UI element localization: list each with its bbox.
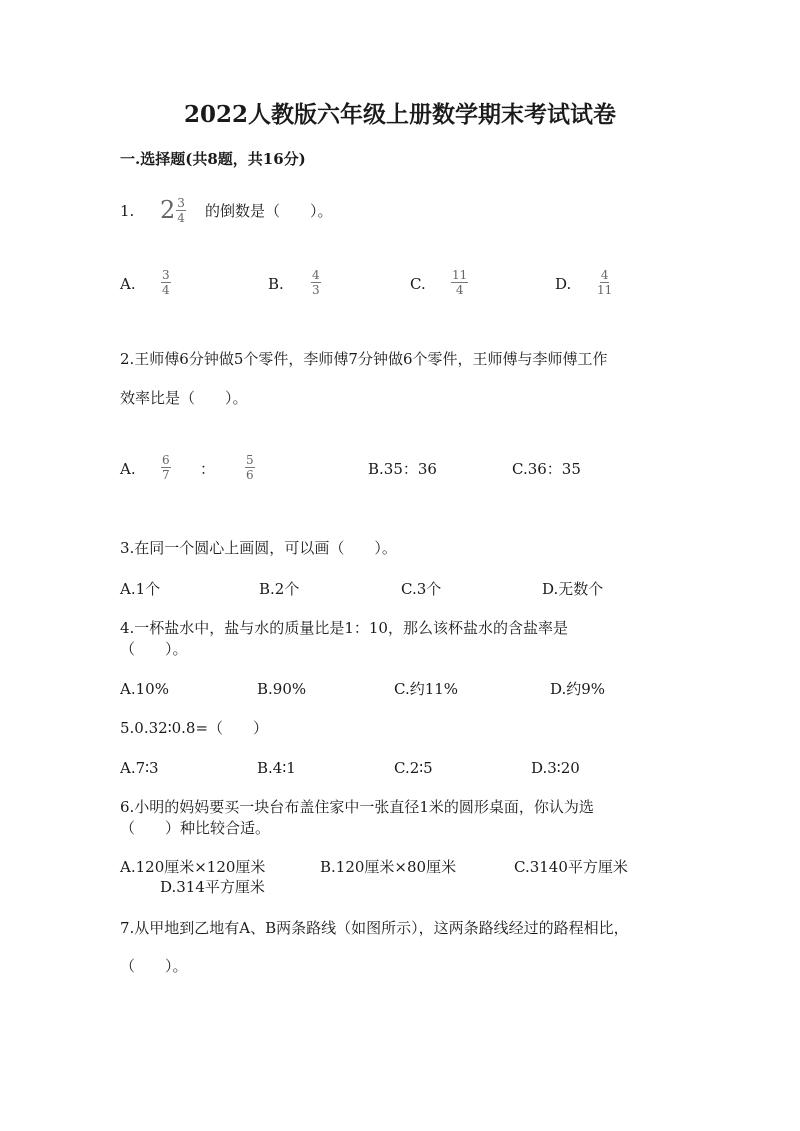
q1-option-b-fraction (311, 269, 321, 296)
q3-option-a: A.1个 (120, 580, 161, 598)
q1-option-c-den: 4 (455, 283, 464, 297)
q1-option-a-den: 4 (162, 283, 170, 297)
q6-option-b: B.120厘米×80厘米 (320, 858, 457, 876)
q2-option-a-fraction2 (245, 454, 255, 481)
q1-number: 1. (120, 202, 135, 220)
page-title: 2022人教版六年级上册数学期末考试试卷 (183, 101, 616, 128)
q1-fraction-num: 3 (177, 195, 185, 210)
q6-option-c: C.3140平方厘米 (514, 858, 628, 876)
q1-option-b-num: 4 (312, 268, 320, 282)
q4-option-a: A.10% (120, 680, 169, 698)
q6-text-line2: （ ）种比较合适。 (120, 819, 271, 837)
q7-text-line1: 7.从甲地到乙地有A、B两条路线（如图所示），这两条路线经过的路程相比， (120, 919, 629, 937)
q4-option-c: C.约11% (394, 680, 459, 698)
q4-option-b: B.90% (257, 680, 307, 698)
q6-option-d: D.314平方厘米 (160, 878, 265, 896)
q1-text: 的倒数是（ ）。 (205, 202, 333, 220)
q1-option-b-den: 3 (312, 283, 320, 297)
q3-option-d: D.无数个 (542, 580, 604, 598)
q3-option-b: B.2个 (259, 580, 300, 598)
q6-option-a: A.120厘米×120厘米 (120, 858, 266, 876)
q1-fraction-den: 4 (177, 210, 185, 225)
q1-option-c-letter: C. (410, 275, 426, 293)
q2-option-a-f1-num: 6 (162, 453, 170, 467)
q3-option-c: C.3个 (401, 580, 442, 598)
q4-option-d: D.约9% (550, 680, 606, 698)
q1-option-d-den: 11 (597, 283, 613, 297)
q2-option-c: C.36：35 (512, 460, 581, 478)
q6-text-line1: 6.小明的妈妈要买一块台布盖住家中一张直径1米的圆形桌面，你认为选 (120, 798, 594, 816)
section-heading: 一.选择题(共8题，共16分) (120, 150, 306, 168)
q2-option-a-colon: ： (200, 460, 216, 478)
q1-option-d-letter: D. (555, 275, 572, 293)
q2-option-a-letter: A. (120, 460, 136, 478)
q1-option-d-num: 4 (600, 268, 609, 282)
q2-option-a-f2-den: 6 (246, 468, 254, 482)
q1-fraction (176, 197, 186, 224)
q1-mixed-number (160, 196, 186, 224)
q1-option-c-fraction (451, 269, 468, 296)
q2-option-a-f1-den: 7 (162, 468, 170, 482)
q2-option-a-fraction1 (161, 454, 171, 481)
q1-option-b-letter: B. (268, 275, 284, 293)
q4-text-line2: （ ）。 (120, 640, 188, 658)
q2-option-a-f2-num: 5 (246, 453, 254, 467)
q5-option-c: C.2∶5 (394, 759, 433, 777)
q5-text: 5.0.32∶0.8=（ ） (120, 719, 269, 737)
q1-option-a-fraction (161, 269, 171, 296)
q5-option-d: D.3∶20 (531, 759, 580, 777)
q5-option-b: B.4∶1 (257, 759, 296, 777)
q5-option-a: A.7∶3 (120, 759, 159, 777)
q4-text-line1: 4.一杯盐水中，盐与水的质量比是1：10，那么该杯盐水的含盐率是 (120, 619, 568, 637)
q7-text-line2: （ ）。 (120, 957, 188, 975)
q1-option-d-fraction (597, 269, 612, 296)
q3-text: 3.在同一个圆心上画圆，可以画（ ）。 (120, 539, 397, 557)
q2-option-b: B.35：36 (368, 460, 437, 478)
q2-text-line2: 效率比是（ ）。 (120, 389, 248, 407)
q2-text-line1: 2.王师傅6分钟做5个零件，李师傅7分钟做6个零件，王师傅与李师傅工作 (120, 350, 608, 368)
q1-option-c-num: 11 (452, 268, 468, 282)
q1-option-a-letter: A. (120, 275, 136, 293)
q1-option-a-num: 3 (162, 268, 170, 282)
q1-whole: 2 (160, 196, 176, 224)
